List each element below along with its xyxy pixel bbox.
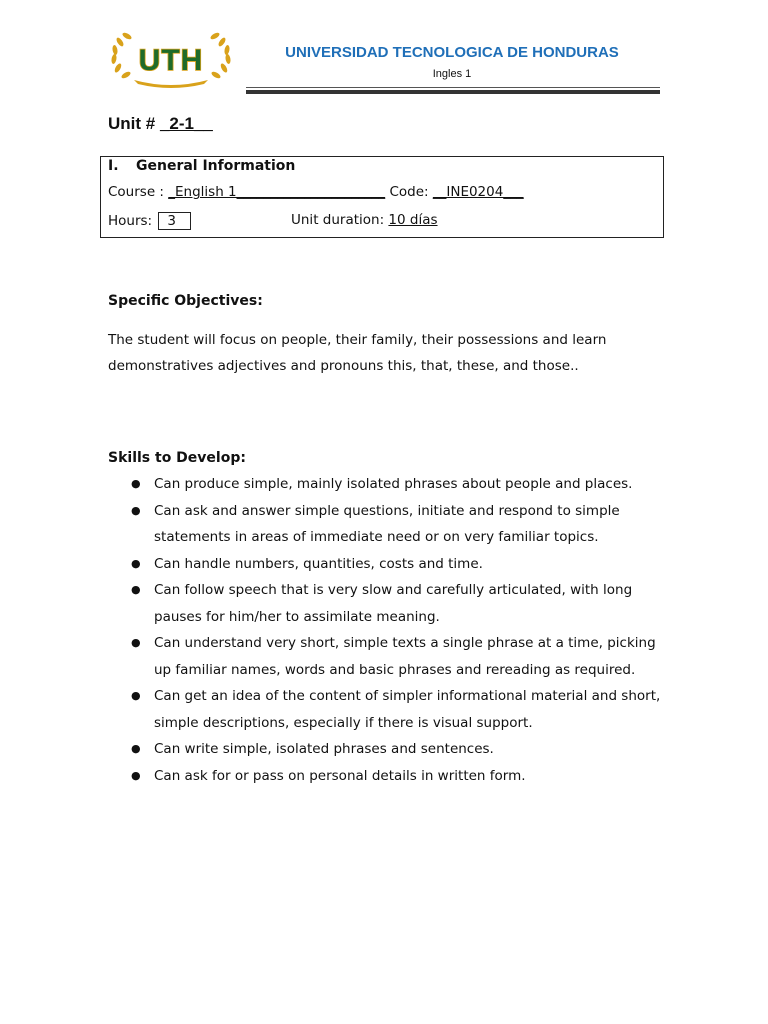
skills-list bbox=[108, 471, 668, 789]
bullet-icon: ● bbox=[131, 556, 141, 570]
bullet-icon: ● bbox=[131, 477, 141, 490]
course-value: _English 1______________________ bbox=[168, 184, 386, 200]
bullet-icon: ● bbox=[131, 689, 141, 702]
bullet-icon: ● bbox=[131, 742, 141, 755]
duration-label: Unit duration: bbox=[291, 212, 389, 228]
skill-text: Can understand very short, simple texts a single phrase at a time, picking up familiar names, words and basic phrases and rereading as required. bbox=[154, 635, 656, 678]
code-value: __INE0204___ bbox=[432, 184, 524, 200]
list-item bbox=[108, 630, 668, 683]
list-item bbox=[108, 577, 668, 630]
bullet-icon: ● bbox=[131, 503, 141, 517]
code-label: Code: bbox=[385, 184, 433, 200]
hours-label: Hours: bbox=[108, 213, 157, 229]
bullet-icon: ● bbox=[131, 583, 141, 596]
objectives-text: The student will focus on people, their family, their possessions and learn demonstratives adjectives and pronouns this, that, these, and those.. bbox=[108, 332, 607, 374]
objectives-heading: Specific Objectives: bbox=[108, 293, 263, 309]
subject-name: Ingles 1 bbox=[432, 68, 472, 80]
list-item bbox=[108, 471, 668, 498]
course-line bbox=[108, 184, 524, 200]
hours-value: 3 bbox=[158, 212, 191, 230]
skills-heading: Skills to Develop: bbox=[108, 450, 246, 466]
unit-title bbox=[108, 114, 213, 134]
skill-text: Can follow speech that is very slow and carefully articulated, with long pauses for him/her to assimilate meaning. bbox=[154, 582, 633, 625]
list-item bbox=[108, 763, 668, 790]
duration-value: 10 días bbox=[388, 212, 438, 228]
unit-value: _2-1__ bbox=[159, 114, 213, 133]
skill-text: Can write simple, isolated phrases and sentences. bbox=[154, 741, 494, 757]
list-item bbox=[108, 551, 668, 578]
svg-text:UTH: UTH bbox=[138, 44, 204, 77]
list-item bbox=[108, 498, 668, 551]
bullet-icon: ● bbox=[131, 636, 141, 649]
general-info-box bbox=[100, 156, 664, 238]
general-info-heading bbox=[108, 158, 295, 174]
skill-text: Can produce simple, mainly isolated phrases about people and places. bbox=[154, 476, 633, 492]
list-item bbox=[108, 683, 668, 736]
unit-label: Unit # bbox=[108, 114, 160, 133]
skill-text: Can get an idea of the content of simpler informational material and short, simple descriptions, especially if there is visual support. bbox=[154, 688, 661, 731]
course-label: Course : bbox=[108, 184, 169, 200]
header-rule-thin bbox=[246, 87, 660, 88]
header-rule-thick bbox=[246, 90, 660, 94]
hours-line bbox=[108, 212, 191, 230]
skill-text: Can handle numbers, quantities, costs and time. bbox=[154, 555, 483, 572]
skill-text: Can ask and answer simple questions, initiate and respond to simple statements in areas of immediate need or on very familiar topics. bbox=[154, 502, 620, 545]
university-title: UNIVERSIDAD TECNOLOGICA DE HONDURAS bbox=[285, 44, 619, 61]
skill-text: Can ask for or pass on personal details in written form. bbox=[154, 767, 526, 784]
section-title: General Information bbox=[136, 158, 296, 174]
section-number: I. bbox=[108, 158, 119, 174]
bullet-icon: ● bbox=[131, 768, 141, 782]
uth-logo bbox=[104, 28, 238, 90]
duration-line bbox=[291, 212, 438, 228]
list-item bbox=[108, 736, 668, 763]
